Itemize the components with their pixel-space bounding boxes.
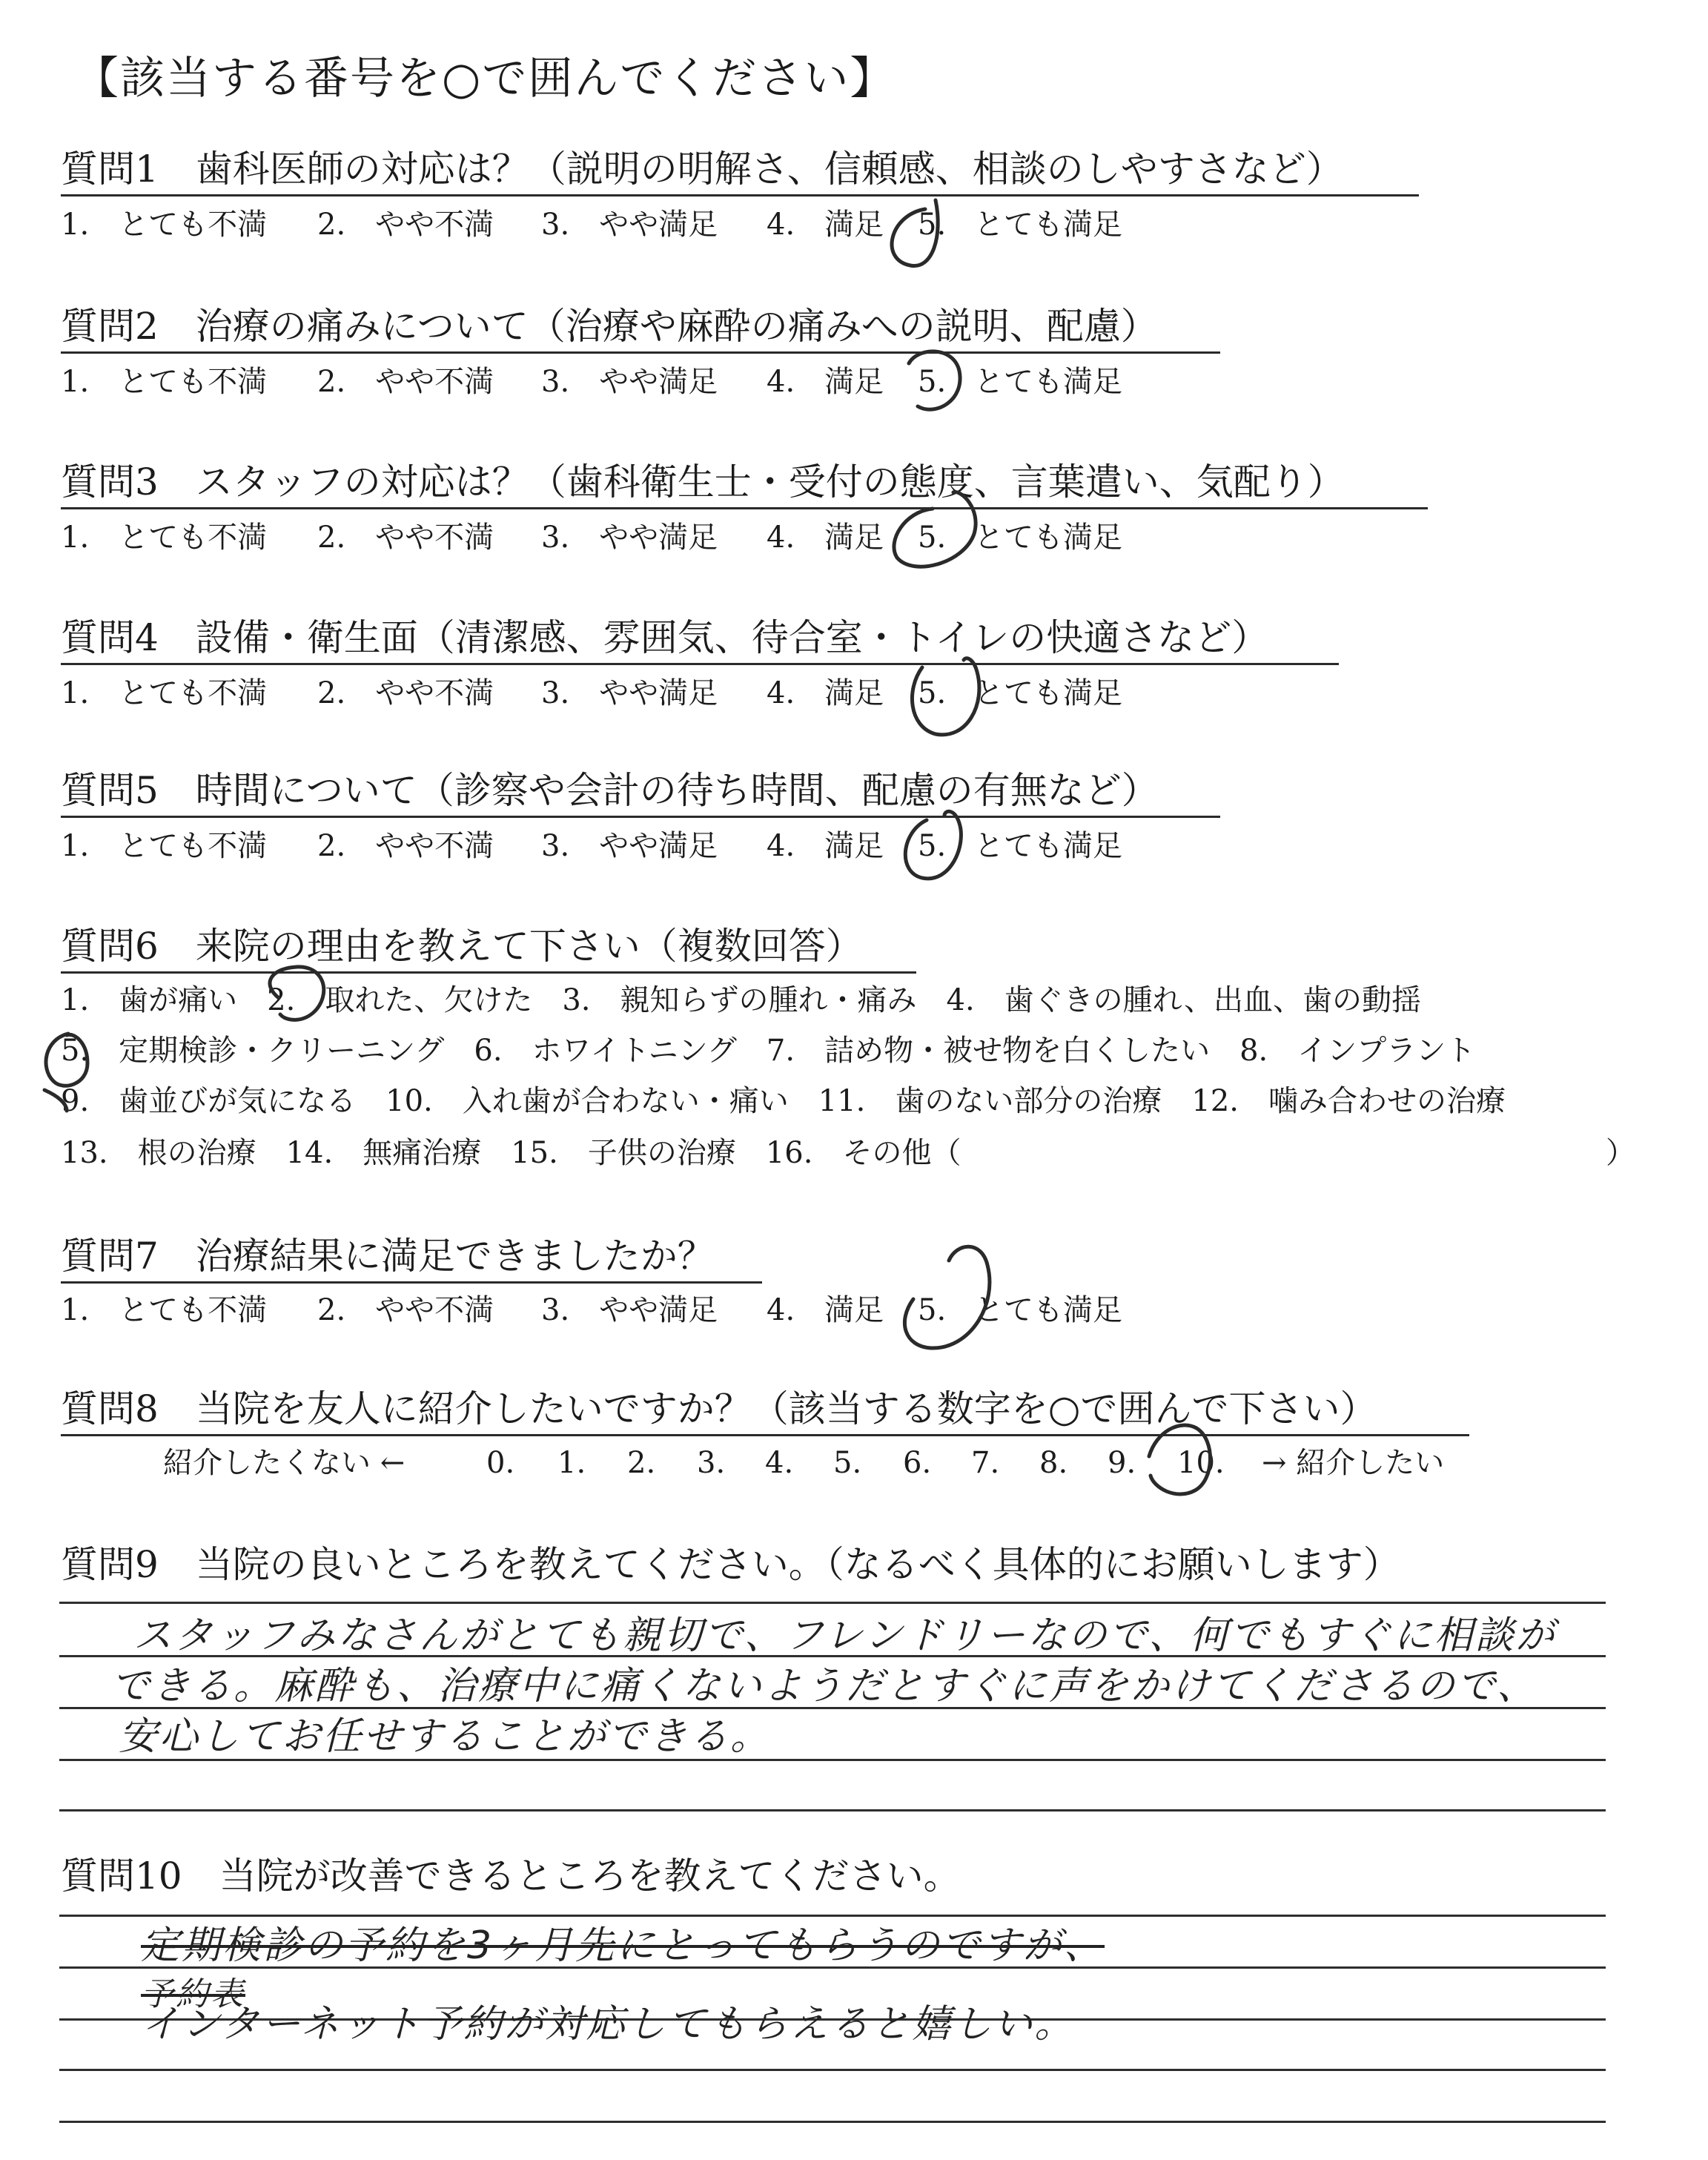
q3-option-3[interactable]: 3. やや満足	[541, 521, 718, 555]
q2-option-5-label: とても満足	[974, 365, 1122, 399]
q6-selection-circle-5	[44, 1034, 87, 1111]
q7-option-5[interactable]: 5.	[918, 1293, 947, 1327]
question-1-label: 質問1 歯科医師の対応は？（説明の明解さ、信頼感、相談のしやすさなど）	[61, 148, 1343, 191]
q4-option-1[interactable]: 1. とても不満	[61, 676, 268, 710]
q8-scale-1[interactable]: 1.	[557, 1446, 586, 1480]
q1-option-2[interactable]: 2. やや不満	[317, 208, 494, 242]
q10-struck-line-2: 予約表	[141, 1975, 245, 2013]
q2-selection-circle	[909, 351, 960, 409]
q3-selection-circle	[894, 492, 976, 567]
question-9-label: 質問9 当院の良いところを教えてください。（なるべく具体的にお願いします）	[61, 1543, 1400, 1586]
q6-options-line-4[interactable]: 13. 根の治療 14. 無痛治療 15. 子供の治療 16. その他（	[61, 1136, 961, 1170]
q10-struck-line-1: 定期検診の予約を3ヶ月先にとってもらうのですが、	[141, 1923, 1105, 1968]
q8-scale-5[interactable]: 5.	[833, 1446, 862, 1480]
q5-option-5[interactable]: 5.	[918, 829, 947, 863]
q1-selection-circle	[892, 200, 938, 266]
q7-option-1[interactable]: 1. とても不満	[61, 1293, 268, 1327]
q3-option-1[interactable]: 1. とても不満	[61, 521, 268, 555]
q7-option-4[interactable]: 4. 満足	[767, 1293, 884, 1327]
q4-selection-circle	[912, 658, 979, 735]
question-6-label: 質問6 来院の理由を教えて下さい（複数回答）	[61, 925, 863, 968]
q4-option-3[interactable]: 3. やや満足	[541, 676, 718, 710]
q2-option-2[interactable]: 2. やや不満	[317, 365, 494, 399]
q8-scale-0[interactable]: 0.	[486, 1446, 515, 1480]
q6-options-line-2[interactable]: 5. 定期検診・クリーニング 6. ホワイトニング 7. 詰め物・被せ物を白くしたい 8. インプラント	[61, 1034, 1476, 1068]
question-3-label: 質問3 スタッフの対応は？（歯科衛生士・受付の態度、言葉遣い、気配り）	[61, 460, 1345, 503]
q8-scale-7[interactable]: 7.	[971, 1446, 1000, 1480]
q9-answer-line-1[interactable]: スタッフみなさんがとても親切で、フレンドリーなので、何でもすぐに相談が	[133, 1614, 1557, 1658]
q2-option-1[interactable]: 1. とても不満	[61, 365, 268, 399]
q2-option-4[interactable]: 4. 満足	[767, 365, 884, 399]
q4-option-5[interactable]: 5.	[918, 676, 947, 710]
q8-scale-6[interactable]: 6.	[903, 1446, 932, 1480]
q8-scale-3[interactable]: 3.	[697, 1446, 726, 1480]
q1-option-4[interactable]: 4. 満足	[767, 208, 884, 242]
page-title: 【該当する番号を○で囲んでください】	[74, 53, 896, 105]
q7-option-3[interactable]: 3. やや満足	[541, 1293, 718, 1327]
q1-option-3[interactable]: 3. やや満足	[541, 208, 718, 242]
question-5-label: 質問5 時間について（診察や会計の待ち時間、配慮の有無など）	[61, 769, 1159, 812]
q2-option-5[interactable]: 5.	[918, 365, 947, 399]
question-7-label: 質問7 治療結果に満足できましたか？	[61, 1235, 715, 1278]
q8-scale-right-label: → 紹介したい	[1262, 1446, 1445, 1480]
q1-option-1[interactable]: 1. とても不満	[61, 208, 268, 242]
q8-scale-left-label: 紹介したくない ←	[163, 1446, 406, 1480]
q8-selection-circle	[1149, 1425, 1211, 1494]
q9-answer-line-3[interactable]: 安心してお任せすることができる。	[119, 1714, 772, 1759]
q8-scale-2[interactable]: 2.	[627, 1446, 656, 1480]
q4-option-2[interactable]: 2. やや不満	[317, 676, 494, 710]
q5-option-2[interactable]: 2. やや不満	[317, 829, 494, 863]
q8-scale-4[interactable]: 4.	[765, 1446, 794, 1480]
q1-option-5-label: とても満足	[974, 208, 1122, 242]
question-2-label: 質問2 治療の痛みについて（治療や麻酔の痛みへの説明、配慮）	[61, 305, 1158, 348]
q8-scale-9[interactable]: 9.	[1108, 1446, 1136, 1480]
q6-options-line-3[interactable]: 9. 歯並びが気になる 10. 入れ歯が合わない・痛い 11. 歯のない部分の治療 12. 噛み合わせの治療	[61, 1084, 1506, 1118]
q10-answer[interactable]: インターネット予約が対応してもらえると嬉しい。	[141, 2002, 1076, 2047]
q6-selection-circle-2	[270, 967, 324, 1020]
q3-option-2[interactable]: 2. やや不満	[317, 521, 494, 555]
q7-option-5-label: とても満足	[974, 1293, 1122, 1327]
q5-option-5-label: とても満足	[974, 829, 1122, 863]
q9-answer-line-2[interactable]: できる。麻酔も、治療中に痛くないようだとすぐに声をかけてくださるので、	[111, 1664, 1537, 1708]
q5-selection-circle	[905, 811, 961, 879]
q5-option-4[interactable]: 4. 満足	[767, 829, 884, 863]
q6-options-line-1[interactable]: 1. 歯が痛い 2. 取れた、欠けた 3. 親知らずの腫れ・痛み 4. 歯ぐきの腫れ、出血、歯の動揺	[61, 983, 1422, 1017]
q8-scale-8[interactable]: 8.	[1039, 1446, 1068, 1480]
q8-scale-10[interactable]: 10.	[1177, 1446, 1225, 1480]
question-8-label: 質問8 当院を友人に紹介したいですか？（該当する数字を○で囲んで下さい）	[61, 1387, 1377, 1430]
q1-option-5[interactable]: 5.	[918, 208, 947, 242]
q2-option-3[interactable]: 3. やや満足	[541, 365, 718, 399]
q4-option-5-label: とても満足	[974, 676, 1122, 710]
q7-option-2[interactable]: 2. やや不満	[317, 1293, 494, 1327]
q3-option-5-label: とても満足	[974, 521, 1122, 555]
q3-option-5[interactable]: 5.	[918, 521, 947, 555]
question-10-label: 質問10 当院が改善できるところを教えてください。	[61, 1855, 961, 1898]
q5-option-1[interactable]: 1. とても不満	[61, 829, 268, 863]
q6-other-close-paren: ）	[1606, 1136, 1635, 1170]
q4-option-4[interactable]: 4. 満足	[767, 676, 884, 710]
question-4-label: 質問4 設備・衛生面（清潔感、雰囲気、待合室・トイレの快適さなど）	[61, 616, 1269, 659]
q3-option-4[interactable]: 4. 満足	[767, 521, 884, 555]
q5-option-3[interactable]: 3. やや満足	[541, 829, 718, 863]
q7-selection-circle	[904, 1246, 990, 1348]
